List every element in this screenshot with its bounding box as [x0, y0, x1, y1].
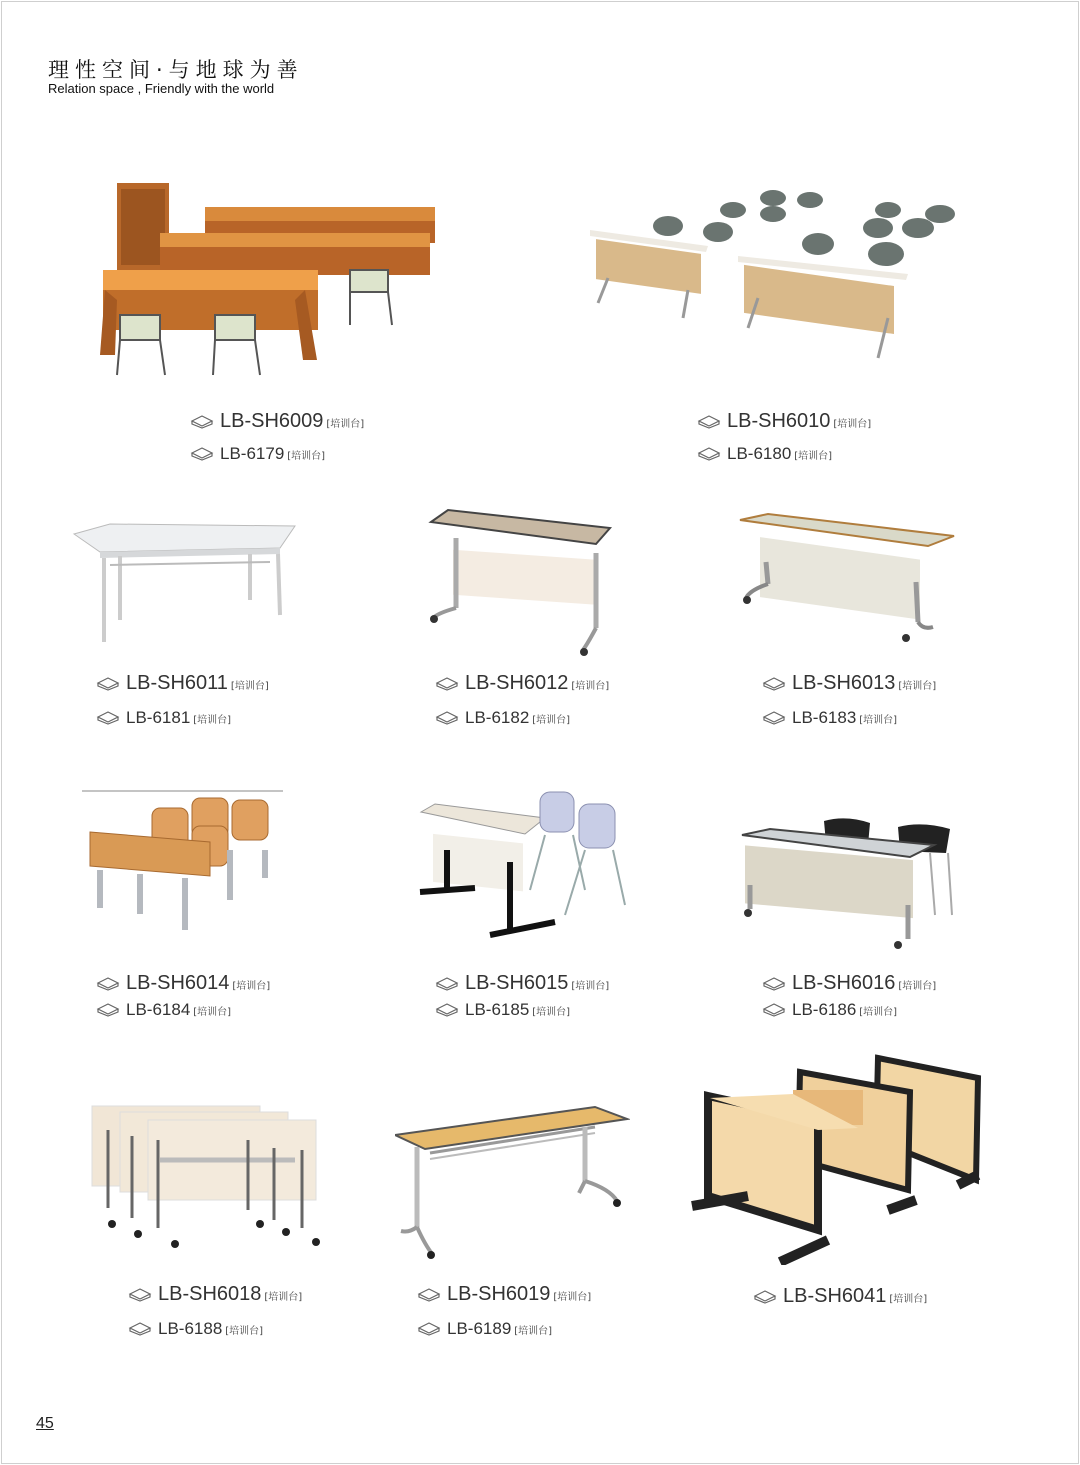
product-image-lb-sh6011 [70, 520, 300, 645]
product-label-secondary [128, 1319, 263, 1339]
product-label-primary [96, 672, 269, 695]
product-image-lb-sh6041 [688, 1050, 988, 1265]
box-outline-icon [128, 1288, 152, 1302]
box-outline-icon [697, 447, 721, 461]
product-code: LB-SH6018 [158, 1283, 262, 1305]
product-tag: [培训台] [193, 1007, 232, 1018]
product-label-primary [128, 1283, 302, 1306]
page-subtitle: Relation space , Friendly with the world [48, 81, 275, 96]
box-outline-icon [435, 711, 459, 725]
product-code: LB-SH6019 [447, 1283, 551, 1305]
box-outline-icon [417, 1322, 441, 1336]
product-code: LB-SH6016 [792, 972, 896, 994]
box-outline-icon [190, 447, 214, 461]
product-image-lb-sh6016 [740, 815, 960, 955]
product-code: LB-SH6009 [220, 410, 324, 432]
box-outline-icon [762, 1003, 786, 1017]
product-label-primary [417, 1283, 591, 1306]
product-tag: [培训台] [571, 681, 610, 692]
product-tag: [培训台] [230, 681, 269, 692]
product-label-secondary [762, 1000, 897, 1020]
box-outline-icon [697, 415, 721, 429]
product-code: LB-SH6013 [792, 672, 896, 694]
product-image-lb-sh6014 [80, 790, 285, 950]
product-tag: [培训台] [833, 419, 872, 430]
box-outline-icon [435, 977, 459, 991]
product-label-secondary [697, 444, 832, 464]
product-image-lb-sh6019 [395, 1105, 630, 1260]
product-label-secondary [762, 708, 897, 728]
product-label-primary [762, 672, 936, 695]
box-outline-icon [96, 1003, 120, 1017]
product-label-primary [435, 672, 609, 695]
product-code: LB-SH6041 [783, 1285, 887, 1307]
product-tag: [培训台] [225, 1326, 264, 1337]
product-image-lb-sh6012 [428, 508, 613, 658]
product-code: LB-SH6010 [727, 410, 831, 432]
product-label-secondary [96, 708, 231, 728]
box-outline-icon [435, 1003, 459, 1017]
box-outline-icon [128, 1322, 152, 1336]
product-code: LB-6184 [126, 1000, 191, 1019]
product-label-secondary [435, 708, 570, 728]
box-outline-icon [762, 711, 786, 725]
product-code: LB-6186 [792, 1000, 857, 1019]
product-label-primary [435, 972, 609, 995]
product-tag: [培训台] [326, 419, 365, 430]
product-code: LB-6182 [465, 708, 530, 727]
box-outline-icon [762, 977, 786, 991]
product-tag: [培训台] [232, 981, 271, 992]
product-image-lb-sh6018 [90, 1100, 325, 1250]
product-tag: [培训台] [264, 1292, 303, 1303]
product-label-primary [762, 972, 936, 995]
product-tag: [培训台] [287, 451, 326, 462]
product-tag: [培训台] [889, 1294, 928, 1305]
product-code: LB-6188 [158, 1319, 223, 1338]
box-outline-icon [96, 677, 120, 691]
product-label-primary [96, 972, 270, 995]
product-code: LB-6180 [727, 444, 792, 463]
product-code: LB-6179 [220, 444, 285, 463]
box-outline-icon [762, 677, 786, 691]
product-tag: [培训台] [532, 1007, 571, 1018]
product-tag: [培训台] [859, 715, 898, 726]
product-label-secondary [96, 1000, 231, 1020]
box-outline-icon [96, 711, 120, 725]
product-code: LB-SH6011 [126, 672, 228, 694]
product-tag: [培训台] [794, 451, 833, 462]
product-image-lb-sh6015 [415, 790, 630, 950]
product-label-primary [190, 410, 364, 433]
product-image-lb-sh6009 [95, 175, 440, 385]
product-code: LB-SH6015 [465, 972, 569, 994]
product-code: LB-6183 [792, 708, 857, 727]
product-label-primary [753, 1285, 927, 1308]
product-label-primary [697, 410, 871, 433]
product-image-lb-sh6010 [588, 188, 968, 378]
page-number: 45 [36, 1415, 54, 1432]
product-code: LB-6189 [447, 1319, 512, 1338]
product-tag: [培训台] [898, 981, 937, 992]
product-tag: [培训台] [553, 1292, 592, 1303]
product-image-lb-sh6013 [738, 512, 958, 647]
product-code: LB-SH6014 [126, 972, 230, 994]
product-label-secondary [190, 444, 325, 464]
product-tag: [培训台] [514, 1326, 553, 1337]
page-title: 理性空间·与地球为善 [48, 58, 304, 82]
product-tag: [培训台] [898, 681, 937, 692]
product-tag: [培训台] [571, 981, 610, 992]
product-label-secondary [417, 1319, 552, 1339]
product-label-secondary [435, 1000, 570, 1020]
product-tag: [培训台] [532, 715, 571, 726]
box-outline-icon [417, 1288, 441, 1302]
box-outline-icon [190, 415, 214, 429]
product-tag: [培训台] [859, 1007, 898, 1018]
product-code: LB-SH6012 [465, 672, 569, 694]
product-code: LB-6181 [126, 708, 191, 727]
box-outline-icon [753, 1290, 777, 1304]
box-outline-icon [435, 677, 459, 691]
product-code: LB-6185 [465, 1000, 530, 1019]
box-outline-icon [96, 977, 120, 991]
product-tag: [培训台] [193, 715, 232, 726]
